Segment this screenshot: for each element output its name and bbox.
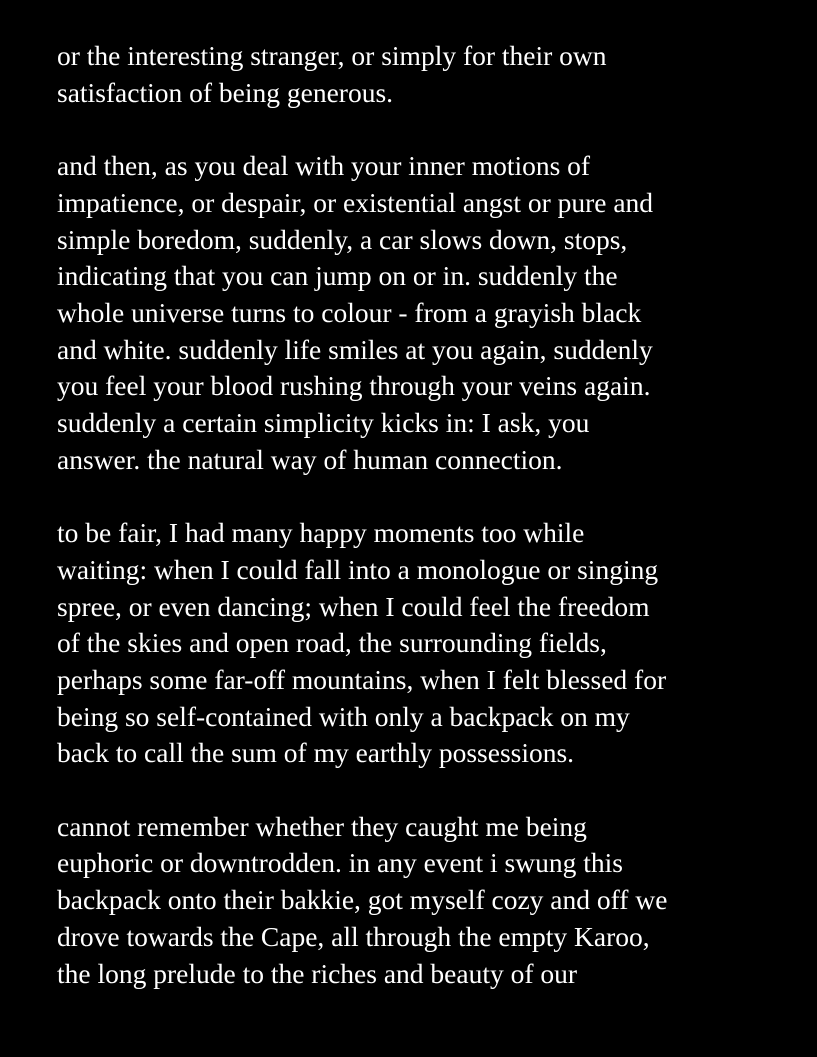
text-line: satisfaction of being generous. <box>57 76 394 108</box>
paragraph-2 <box>57 148 797 478</box>
text-line: suddenly a certain simplicity kicks in: I ask, you <box>57 407 590 439</box>
text-line: perhaps some far-off mountains, when I felt blessed for <box>57 663 667 695</box>
text-line: and then, as you deal with your inner motions of <box>57 150 591 182</box>
text-line: of the skies and open road, the surrounding fields, <box>57 627 607 659</box>
text-line: indicating that you can jump on or in. suddenly the <box>57 260 618 292</box>
text-line: waiting: when I could fall into a monologue or singing <box>57 553 659 585</box>
text-line: or the interesting stranger, or simply for their own <box>57 40 607 71</box>
text-line: spree, or even dancing; when I could feel the freedom <box>57 590 650 622</box>
text-line: whole universe turns to colour - from a grayish black <box>57 296 642 328</box>
paragraph-3 <box>57 515 797 772</box>
text-line: answer. the natural way of human connection. <box>57 443 563 475</box>
paragraph-1 <box>57 38 797 111</box>
text-line: drove towards the Cape, all through the empty Karoo, <box>57 920 650 952</box>
text-line: to be fair, I had many happy moments too while <box>57 517 585 549</box>
text-line: the long prelude to the riches and beauty of our <box>57 957 578 989</box>
text-line: euphoric or downtrodden. in any event i swung this <box>57 847 623 879</box>
text-line: you feel your blood rushing through your veins again. <box>57 370 651 402</box>
text-line: cannot remember whether they caught me being <box>57 810 587 842</box>
paragraph-4 <box>57 809 797 993</box>
text-line: back to call the sum of my earthly possessions. <box>57 737 575 769</box>
text-line: being so self-contained with only a backpack on my <box>57 700 630 732</box>
text-line: impatience, or despair, or existential angst or pure and <box>57 186 654 218</box>
document-page <box>57 38 797 1029</box>
text-line: backpack onto their bakkie, got myself cozy and off we <box>57 884 668 916</box>
text-line: and white. suddenly life smiles at you again, suddenly <box>57 333 653 365</box>
text-line: simple boredom, suddenly, a car slows down, stops, <box>57 223 628 255</box>
